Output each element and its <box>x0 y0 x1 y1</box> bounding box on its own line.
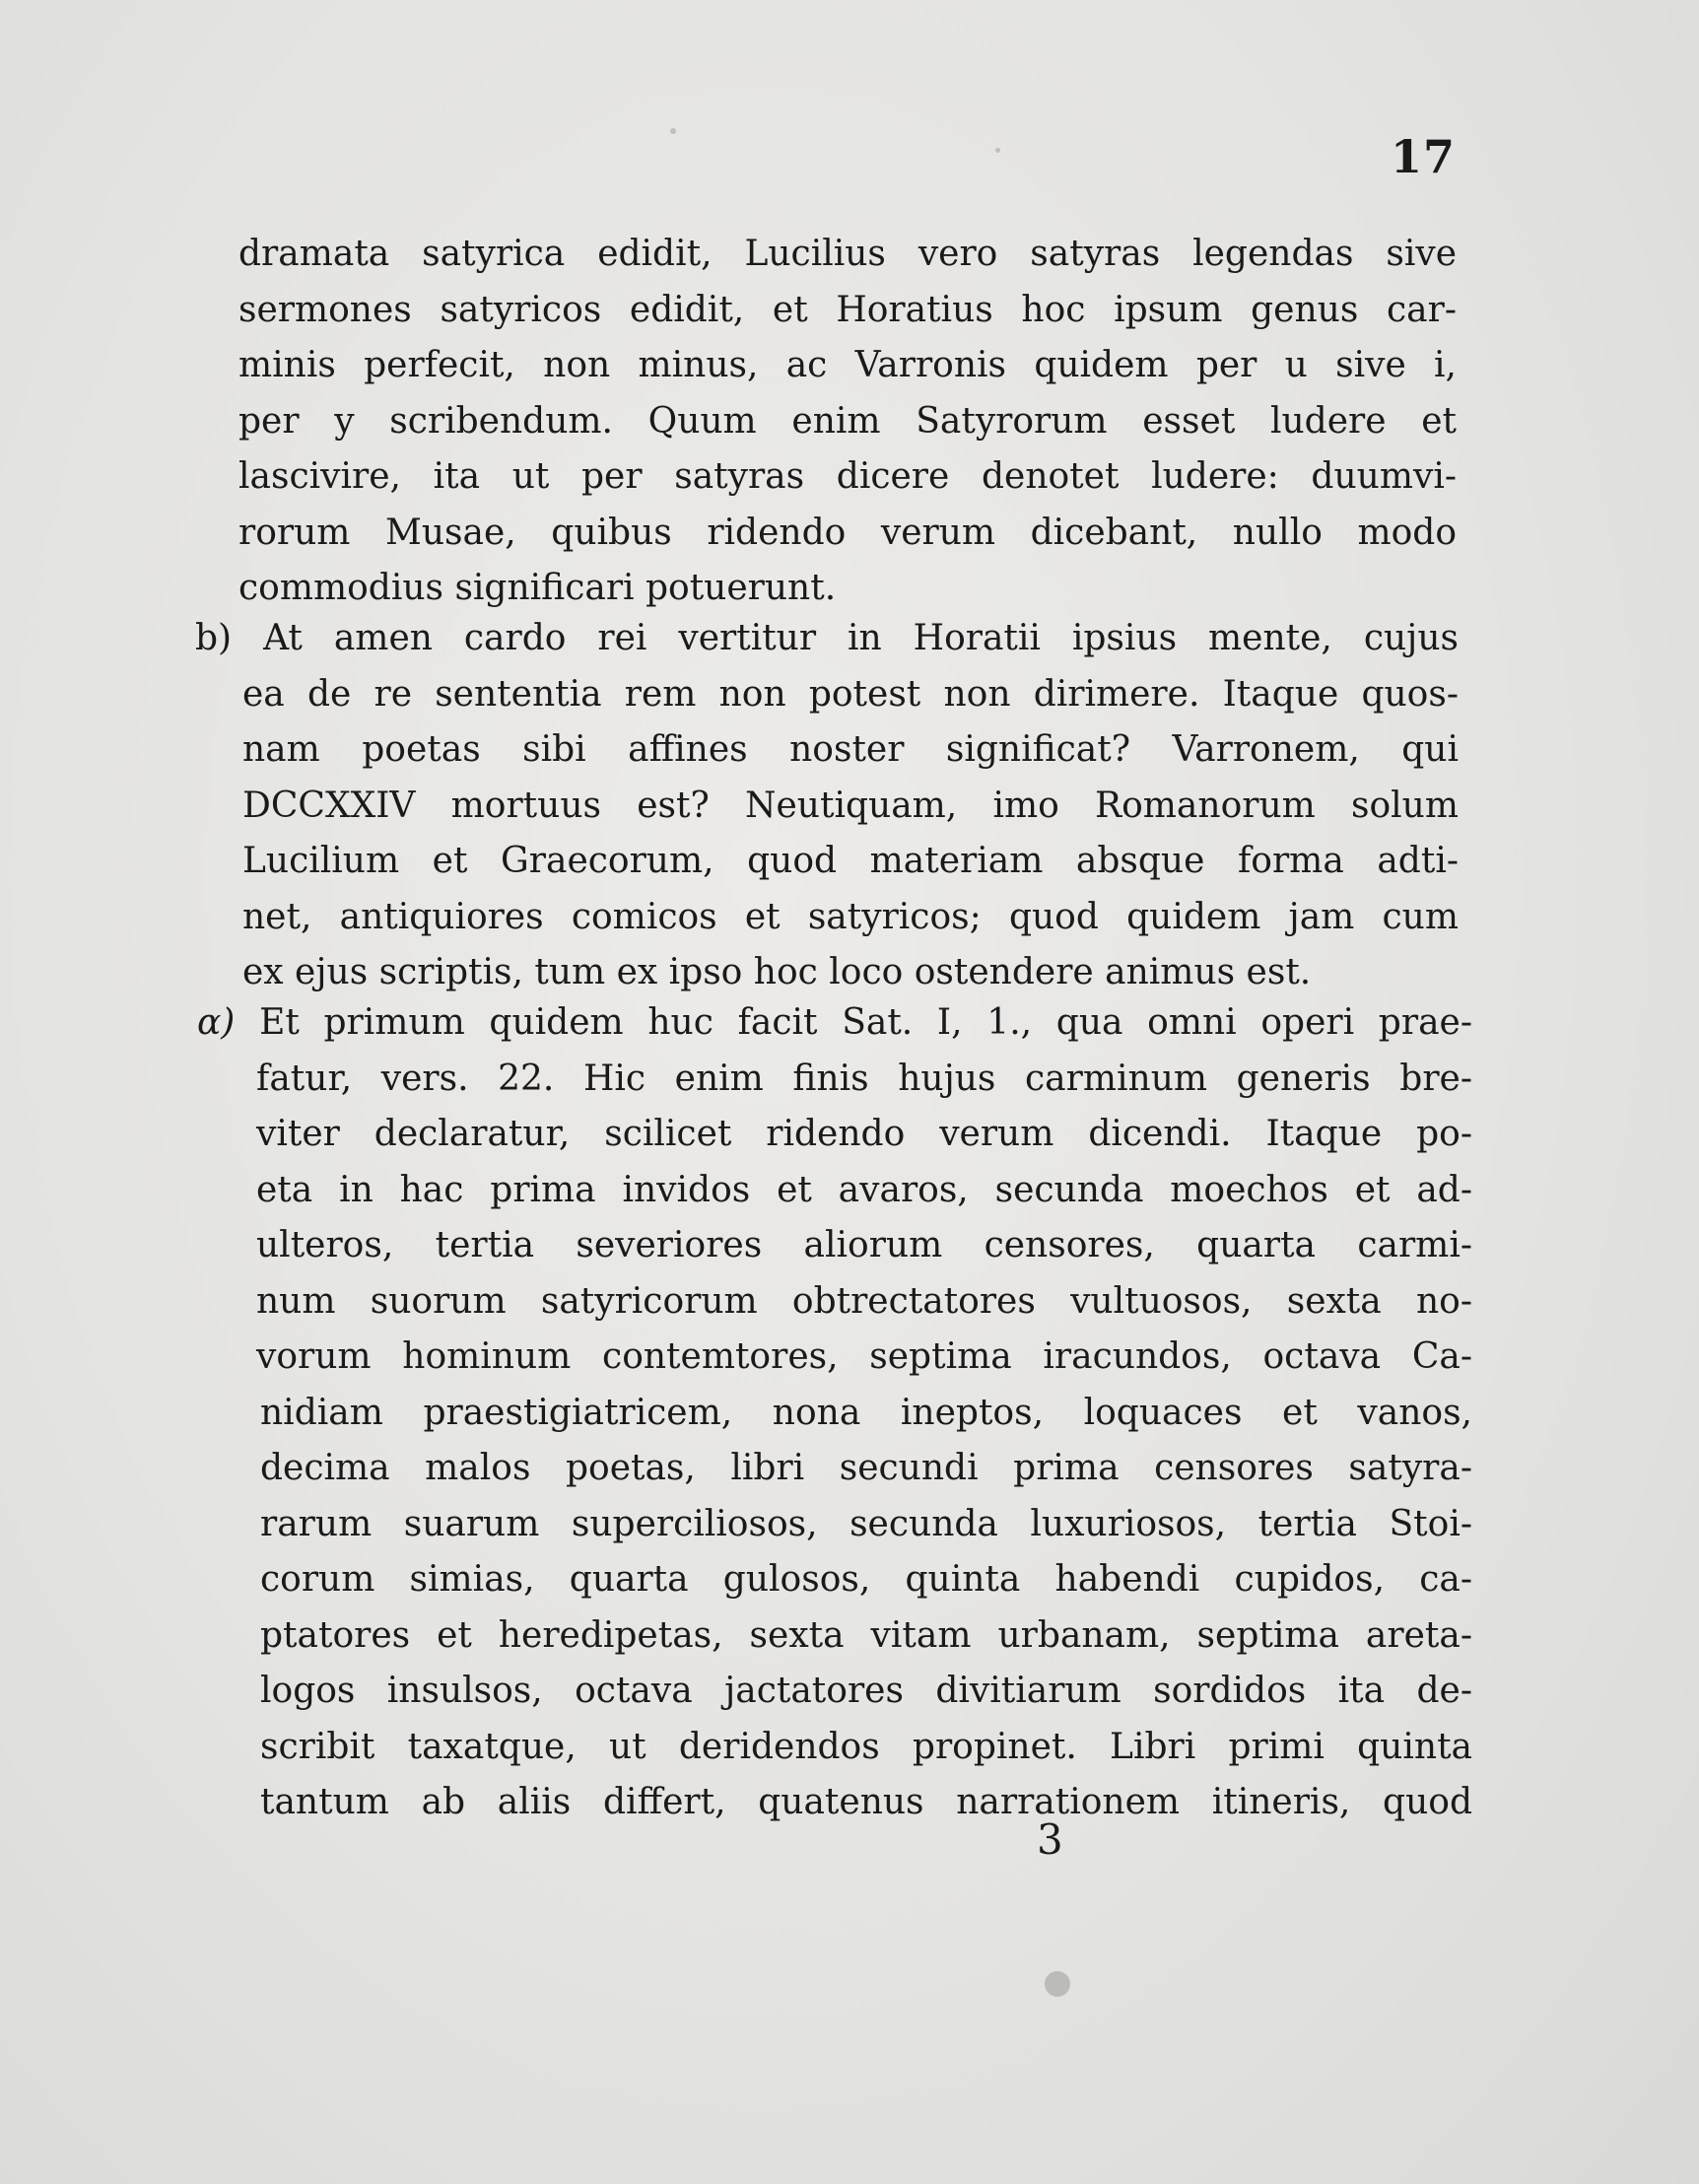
text-line: ulteros, tertia severiores aliorum censores, quarta carmi- <box>256 1225 1472 1265</box>
text-line: num suorum satyricorum obtrectatores vultuosos, sexta no- <box>256 1280 1472 1322</box>
text-line: net, antiquiores comicos et satyricos; quod quidem jam cum <box>242 896 1459 937</box>
page-number: 17 <box>1390 130 1456 183</box>
text-line: commodius significari potuerunt. <box>238 568 837 608</box>
paragraph-b <box>195 611 1459 1001</box>
text-line-first <box>197 995 1472 1052</box>
paragraph-marker-b: b) <box>195 618 233 658</box>
text-line: nam poetas sibi affines noster significat? Varronem, qui <box>242 729 1459 770</box>
text-line: ex ejus scriptis, tum ex ipso hoc loco ostendere animus est. <box>242 952 1312 992</box>
text-line: Lucilium et Graecorum, quod materiam absque forma adti- <box>242 841 1459 881</box>
text-line: sermones satyricos edidit, et Horatius hoc ipsum genus car- <box>238 289 1457 330</box>
text-line: nidiam praestigiatricem, nona ineptos, loquaces et vanos, <box>260 1392 1472 1433</box>
text-line: fatur, vers. 22. Hic enim finis hujus carminum generis bre- <box>256 1058 1472 1099</box>
text-line: DCCXXIV mortuus est? Neutiquam, imo Romanorum solum <box>242 785 1459 826</box>
text-line: decima malos poetas, libri secundi prima censores satyra- <box>260 1448 1472 1488</box>
text-line: scribit taxatque, ut deridendos propinet. Libri primi quinta <box>260 1726 1472 1767</box>
paragraph-intro <box>238 227 1457 617</box>
text-line: vorum hominum contemtores, septima iracundos, octava Ca- <box>256 1336 1472 1377</box>
text-line: minis perfecit, non minus, ac Varronis quidem per u sive i, <box>238 345 1457 385</box>
text-line: rarum suarum superciliosos, secunda luxuriosos, tertia Stoi- <box>260 1503 1472 1544</box>
paragraph-marker-alpha: α) <box>197 1002 236 1043</box>
text-line: ea de re sententia rem non potest non dirimere. Itaque quos- <box>242 673 1459 715</box>
text-line: lascivire, ita ut per satyras dicere denotet ludere: duumvi- <box>238 456 1457 497</box>
text-line: logos insulsos, octava jactatores divitiarum sordidos ita de- <box>260 1671 1472 1711</box>
text-line: rorum Musae, quibus ridendo verum dicebant, nullo modo <box>238 512 1457 553</box>
text-line: eta in hac prima invidos et avaros, secunda moechos et ad- <box>256 1169 1472 1210</box>
text-line-content: Et primum quidem huc facit Sat. I, 1., qua omni operi prae- <box>259 1002 1472 1043</box>
text-line: viter declaratur, scilicet ridendo verum dicendi. Itaque po- <box>256 1114 1472 1154</box>
text-line-first <box>195 611 1459 667</box>
text-line: dramata satyrica edidit, Lucilius vero satyras legendas sive <box>238 234 1457 274</box>
signature-mark: 3 <box>1037 1815 1063 1864</box>
paper-speck <box>995 148 1000 153</box>
text-line: per y scribendum. Quum enim Satyrorum esset ludere et <box>238 400 1457 442</box>
paper-speck <box>670 128 676 134</box>
paper-speck <box>1045 1971 1070 1997</box>
text-line-content: At amen cardo rei vertitur in Horatii ipsius mente, cujus <box>263 618 1459 658</box>
paragraph-alpha <box>197 995 1472 1831</box>
text-line: tantum ab aliis differt, quatenus narrationem itineris, quod <box>260 1782 1472 1822</box>
text-line: ptatores et heredipetas, sexta vitam urbanam, septima areta- <box>260 1614 1472 1656</box>
text-line: corum simias, quarta gulosos, quinta habendi cupidos, ca- <box>260 1559 1472 1600</box>
